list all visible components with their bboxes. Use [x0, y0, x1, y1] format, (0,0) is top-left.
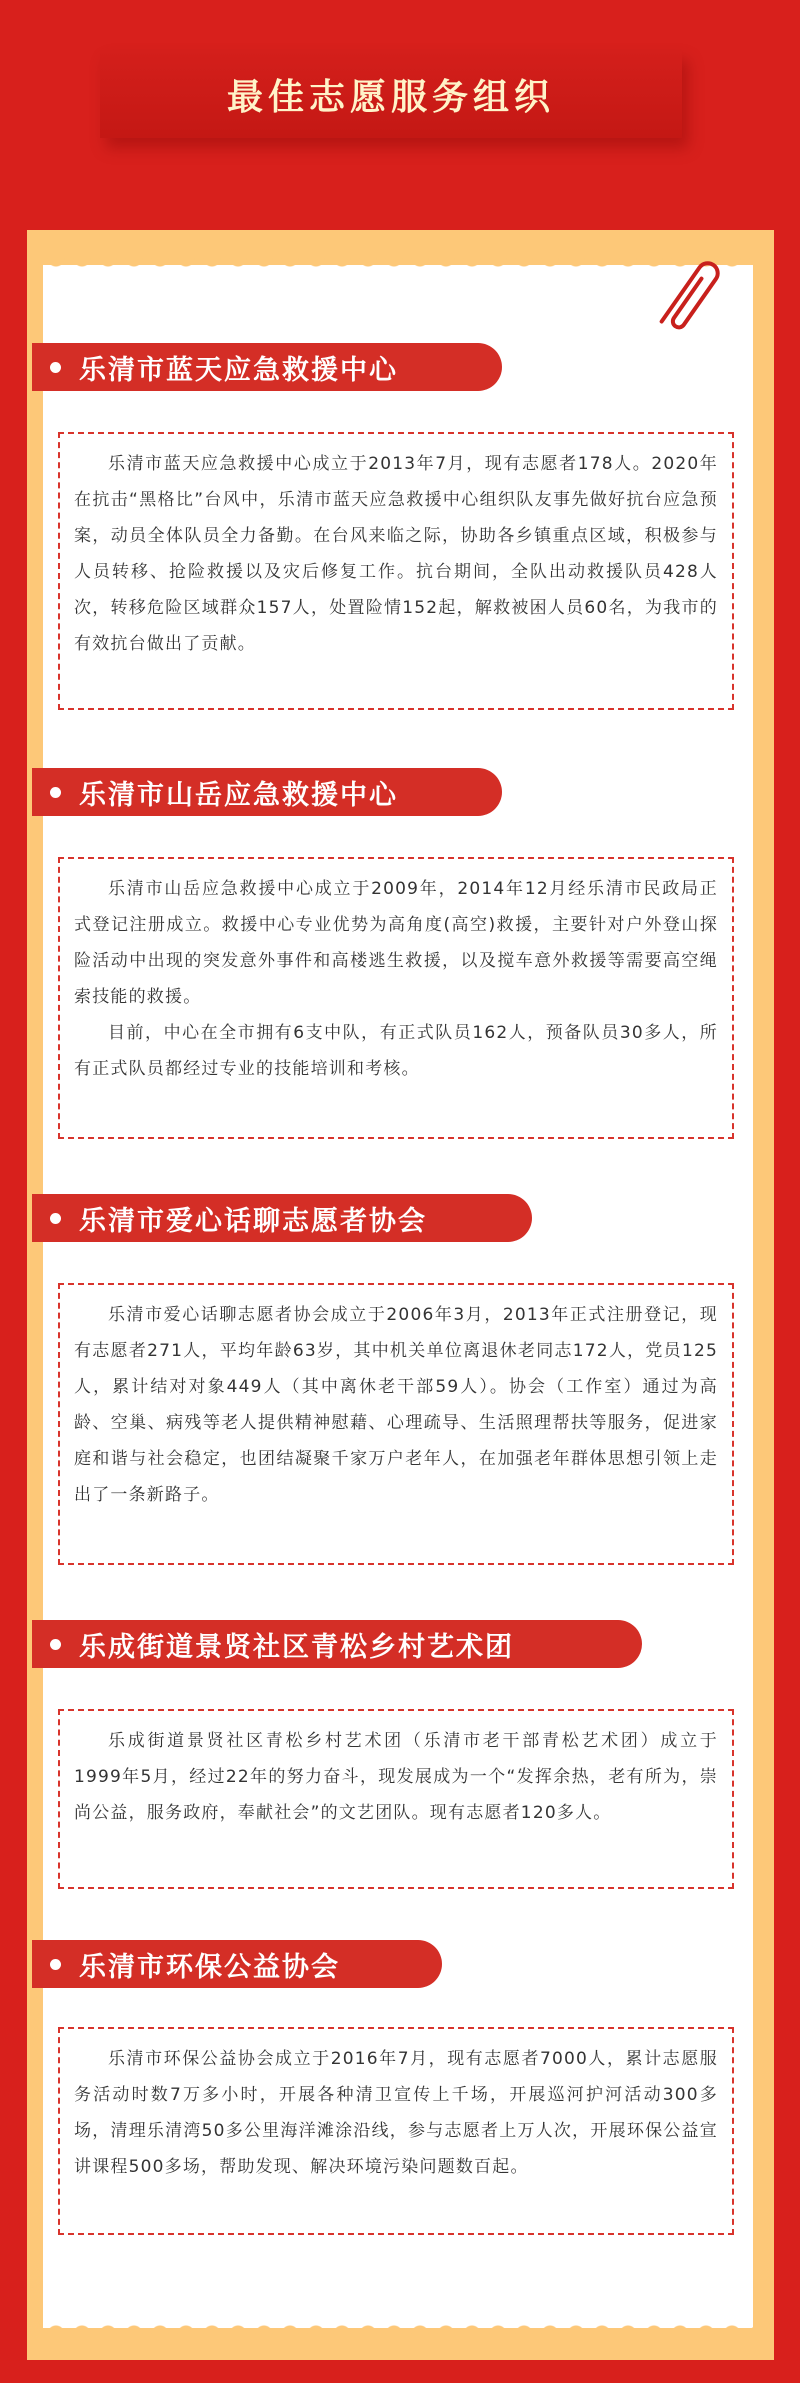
section-paragraph: 目前，中心在全市拥有6支中队，有正式队员162人，预备队员30多人，所有正式队员都经过专业的技能培训和考核。 — [74, 1023, 718, 1079]
section-box-qingsong — [58, 1709, 734, 1889]
paperclip-icon — [655, 245, 725, 345]
scalloped-edge-bottom — [43, 2316, 753, 2334]
bullet-dot-icon — [50, 362, 61, 373]
section-paragraph: 乐清市爱心话聊志愿者协会成立于2006年3月，2013年正式注册登记，现有志愿者271人，平均年龄63岁，其中机关单位离退休老同志172人，党员125人，累计结对对象449人（其中离休老干部59人）。协会（工作室）通过为高龄、空巢、病残等老人提供精神慰藉、心理疏导、生活照理帮扶等服务，促进家庭和谐与社会稳定，也团结凝聚千家万户老年人，在加强老年群体思想引领上走出了一条新路子。 — [74, 1305, 718, 1505]
bullet-dot-icon — [50, 1213, 61, 1224]
title-banner — [100, 50, 682, 138]
section-title: 乐清市爱心话聊志愿者协会 — [79, 1205, 427, 1237]
section-box-lantian — [58, 432, 734, 710]
bullet-dot-icon — [50, 1959, 61, 1970]
bullet-dot-icon — [50, 1639, 61, 1650]
section-paragraph: 乐清市环保公益协会成立于2016年7月，现有志愿者7000人，累计志愿服务活动时数7万多小时，开展各种清卫宣传上千场，开展巡河护河活动300多场，清理乐清湾50多公里海洋滩涂沿线，参与志愿者上万人次，开展环保公益宣讲课程500多场，帮助发现、解决环境污染问题数百起。 — [74, 2049, 718, 2177]
section-title: 乐清市蓝天应急救援中心 — [79, 354, 398, 386]
page-title: 最佳志愿服务组织 — [226, 76, 555, 118]
section-header-aixin — [32, 1194, 532, 1242]
section-paragraph: 乐清市山岳应急救援中心成立于2009年，2014年12月经乐清市民政局正式登记注册成立。救援中心专业优势为高角度(高空)救援，主要针对户外登山探险活动中出现的突发意外事件和高楼逃生救援，以及搅车意外救援等需要高空绳索技能的救援。 — [74, 879, 718, 1007]
section-title: 乐成街道景贤社区青松乡村艺术团 — [79, 1631, 514, 1663]
section-box-shanyue — [58, 857, 734, 1139]
section-header-shanyue — [32, 768, 502, 816]
scalloped-edge-top — [43, 258, 753, 276]
section-header-qingsong — [32, 1620, 642, 1668]
section-box-huanbao — [58, 2027, 734, 2235]
section-title: 乐清市环保公益协会 — [79, 1951, 340, 1983]
section-header-huanbao — [32, 1940, 442, 1988]
bullet-dot-icon — [50, 787, 61, 798]
section-paragraph: 乐成街道景贤社区青松乡村艺术团（乐清市老干部青松艺术团）成立于1999年5月，经过22年的努力奋斗，现发展成为一个“发挥余热，老有所为，崇尚公益，服务政府，奉献社会”的文艺团队。现有志愿者120多人。 — [74, 1731, 718, 1823]
section-paragraph: 乐清市蓝天应急救援中心成立于2013年7月，现有志愿者178人。2020年在抗击“黑格比”台风中，乐清市蓝天应急救援中心组织队友事先做好抗台应急预案，动员全体队员全力备勤。在台风来临之际，协助各乡镇重点区域，积极参与人员转移、抢险救援以及灾后修复工作。抗台期间，全队出动救援队员428人次，转移危险区域群众157人，处置险情152起，解救被困人员60名，为我市的有效抗台做出了贡献。 — [74, 454, 718, 654]
section-box-aixin — [58, 1283, 734, 1565]
section-title: 乐清市山岳应急救援中心 — [79, 779, 398, 811]
section-header-lantian — [32, 343, 502, 391]
